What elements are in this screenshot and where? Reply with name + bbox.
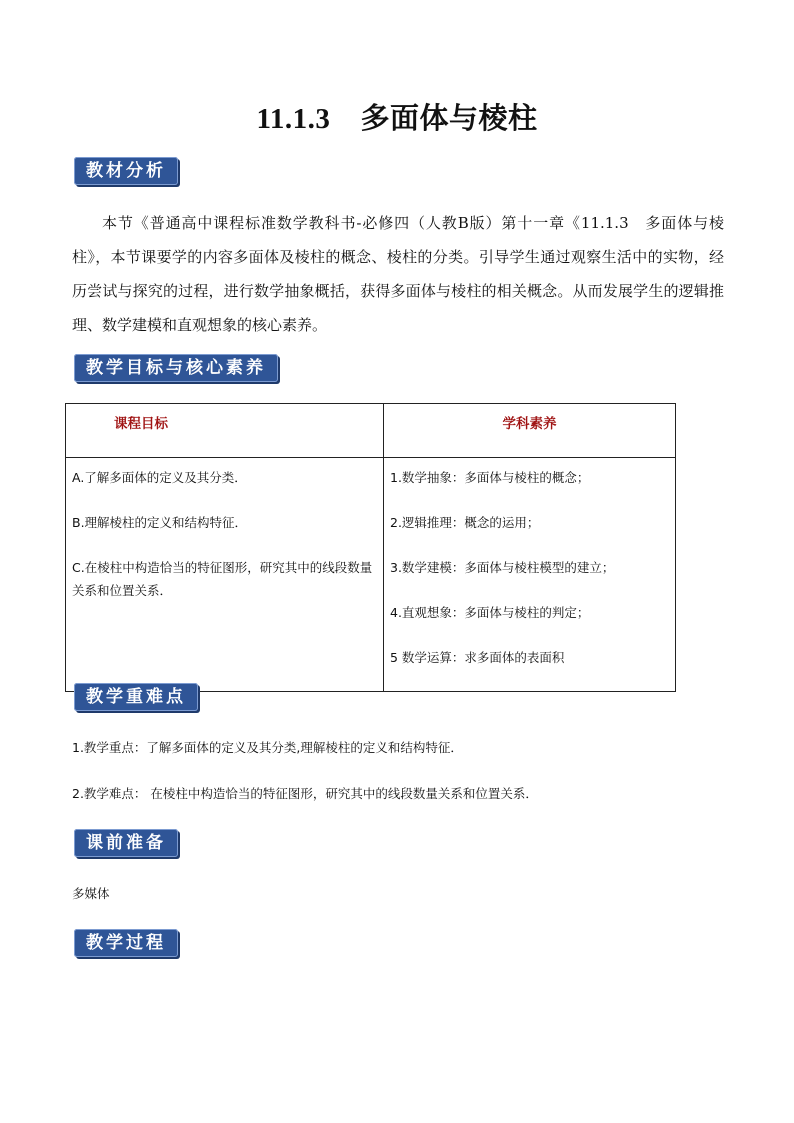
header-course-goals: 课程目标: [66, 404, 384, 458]
section-badge-analysis: 教材分析: [74, 157, 178, 185]
section-badge-keypoints: 教学重难点: [74, 683, 198, 711]
title-text: 多面体与棱柱: [360, 101, 538, 135]
section-badge-process: 教学过程: [74, 929, 178, 957]
objectives-table: [65, 403, 676, 692]
literacy-item: 3.数学建模：多面体与棱柱模型的建立；: [390, 560, 615, 575]
goals-cell: [66, 458, 384, 692]
literacy-item: 1.数学抽象：多面体与棱柱的概念；: [390, 470, 590, 485]
goal-item: B.理解棱柱的定义和结构特征．: [72, 515, 248, 530]
difficulty-line: 2.教学难点： 在棱柱中构造恰当的特征图形，研究其中的线段数量关系和位置关系．: [72, 786, 538, 801]
preparation-text: 多媒体: [72, 886, 110, 901]
literacy-cell: [384, 458, 676, 692]
goal-item: C.在棱柱中构造恰当的特征图形，研究其中的线段数量关系和位置关系．: [72, 560, 373, 598]
section-badge-preparation: 课前准备: [74, 829, 178, 857]
table-row: [66, 458, 676, 692]
literacy-item: 2.逻辑推理：概念的运用；: [390, 515, 540, 530]
section-badge-objectives: 教学目标与核心素养: [74, 354, 278, 382]
key-point-line: 1.教学重点：了解多面体的定义及其分类,理解棱柱的定义和结构特征．: [72, 740, 463, 755]
analysis-paragraph: 本节《普通高中课程标准数学教科书-必修四（人教B版）第十一章《11.1.3 多面体与棱柱》，本节课要学的内容多面体及棱柱的概念、棱柱的分类。引导学生通过观察生活中的实物，经历尝试与探究的过程，进行数学抽象概括，获得多面体与棱柱的相关概念。从而发展学生的逻辑推理、数学建模和直观想象的核心素养。: [72, 214, 724, 334]
header-subject-literacy: 学科素养: [384, 404, 676, 458]
literacy-item: 5 数学运算：求多面体的表面积: [390, 650, 565, 665]
page-title: [0, 96, 794, 137]
table-header-row: [66, 404, 676, 458]
literacy-item: 4.直观想象：多面体与棱柱的判定；: [390, 605, 590, 620]
section-number: 11.1.3: [256, 103, 331, 135]
goal-item: A.了解多面体的定义及其分类．: [72, 470, 247, 485]
